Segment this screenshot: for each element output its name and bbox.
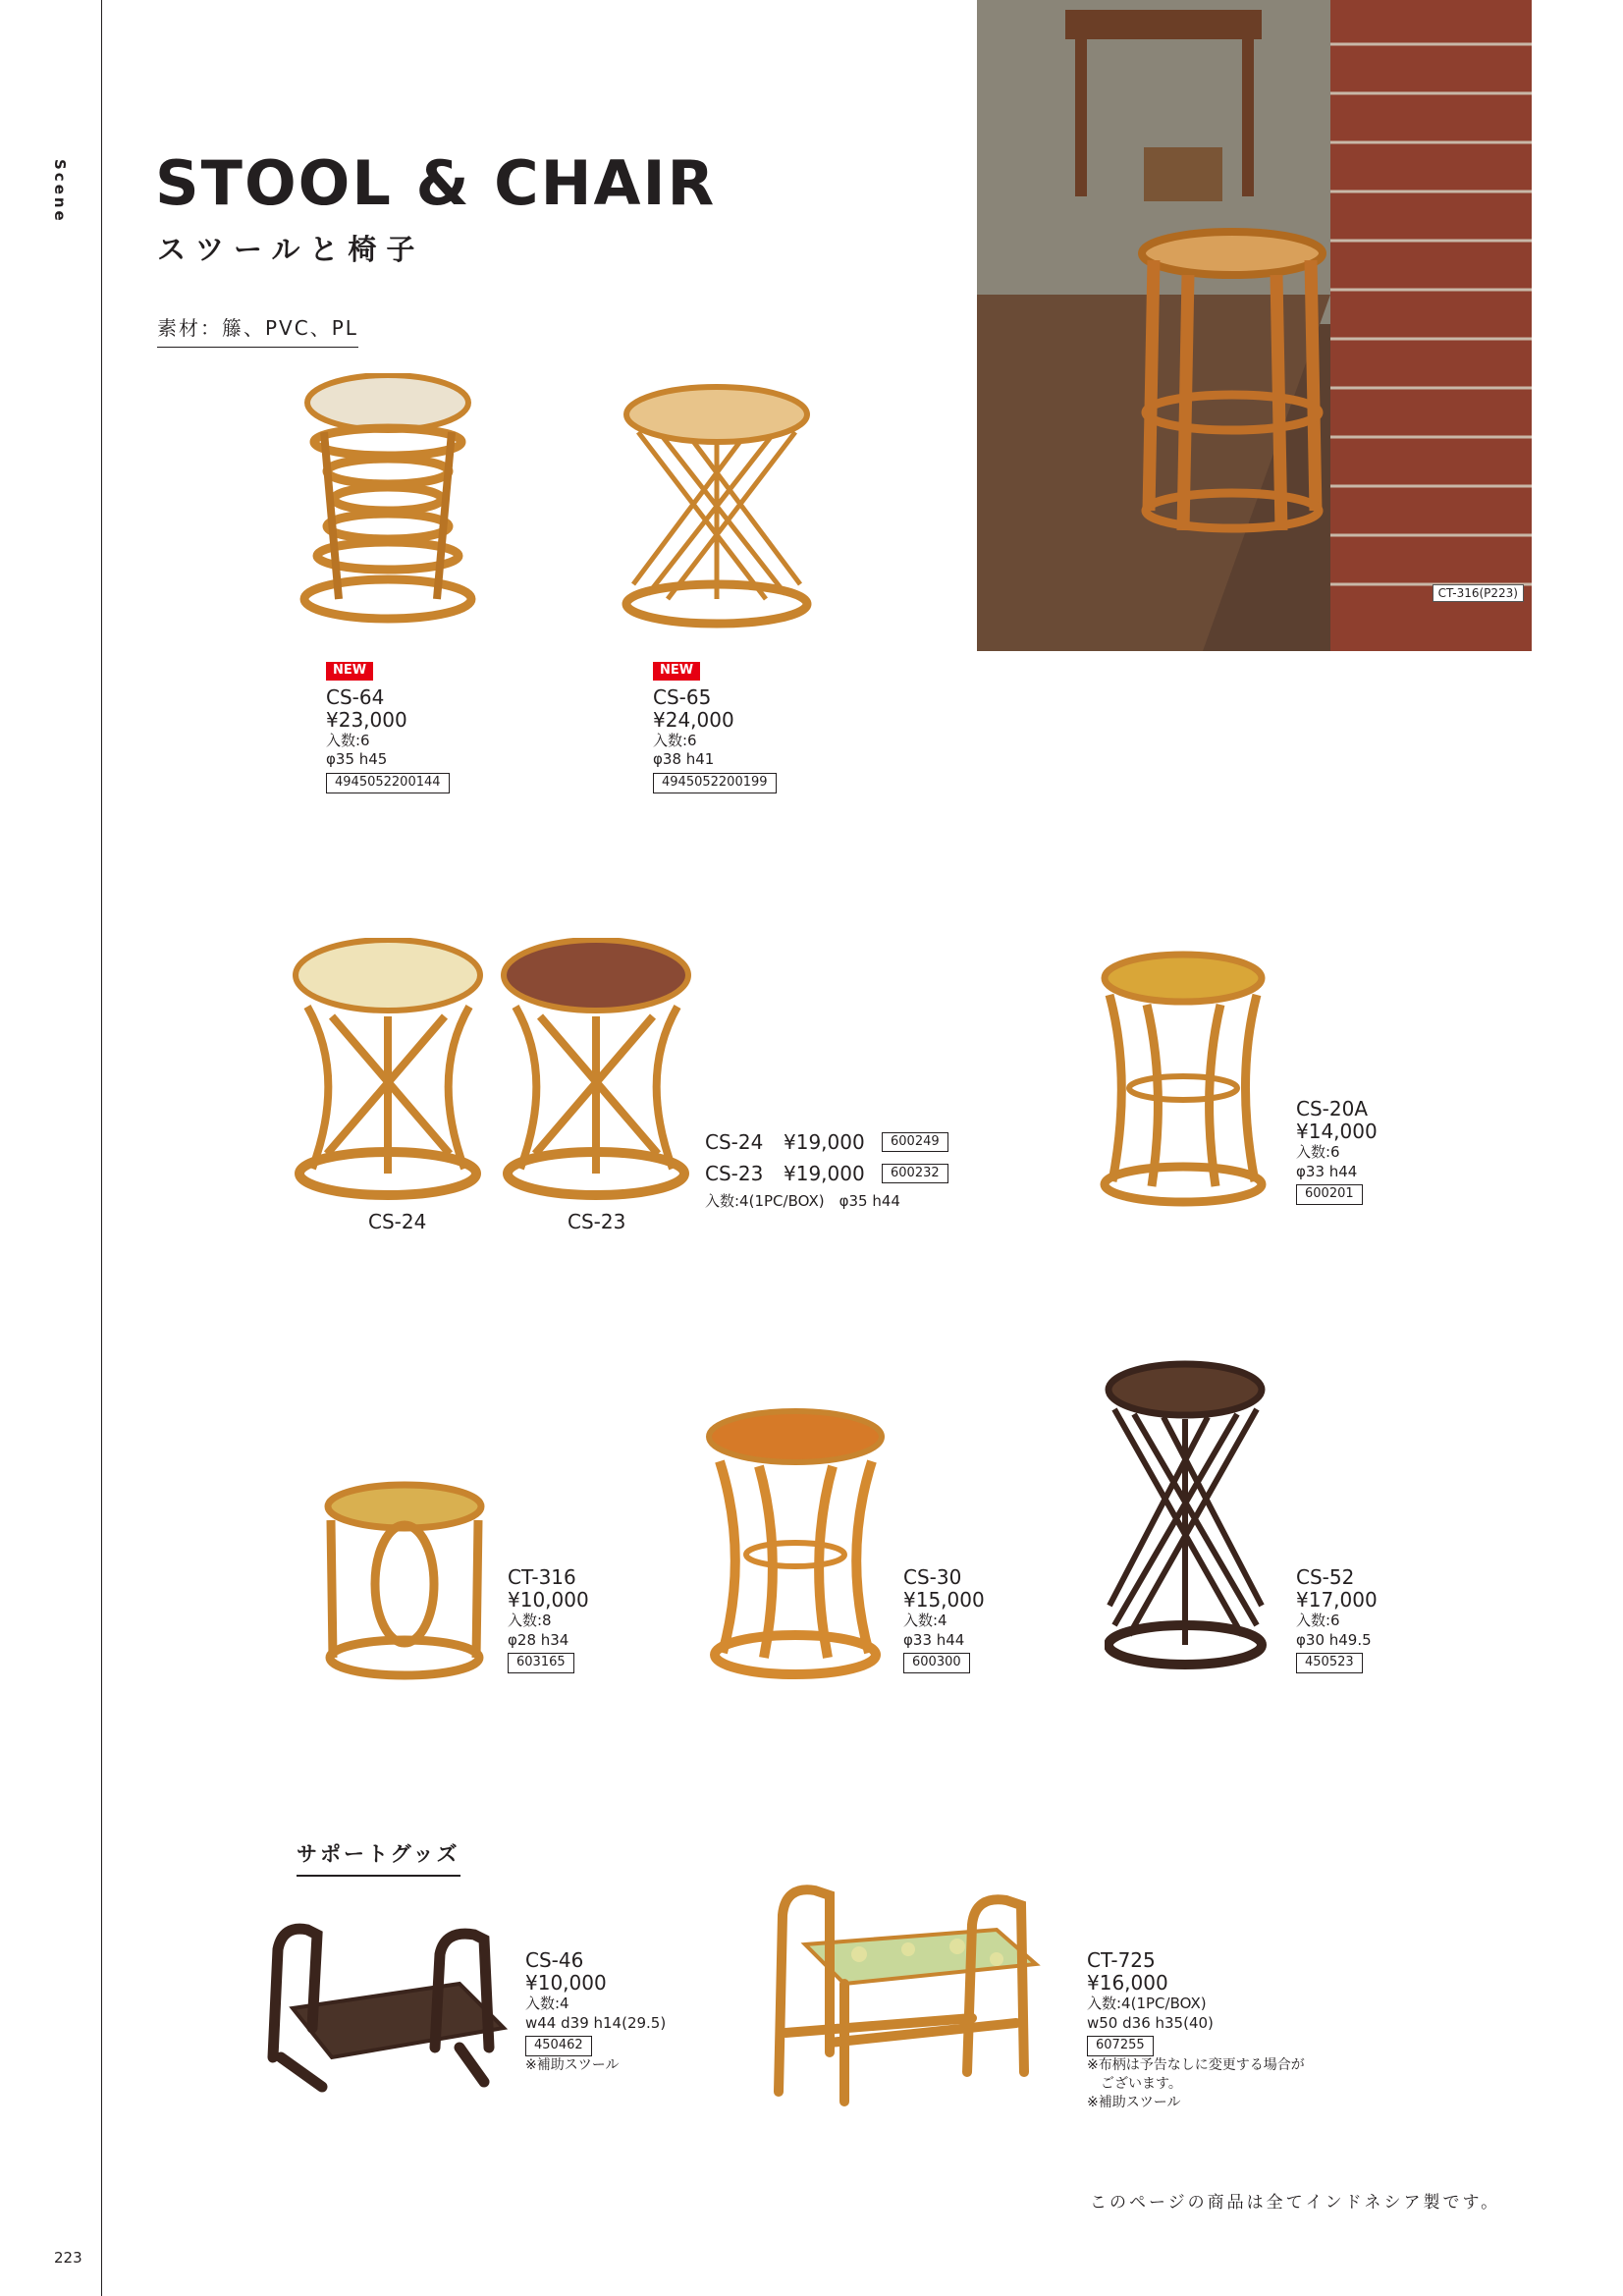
- product-qty: 入数:6: [326, 731, 370, 749]
- product-note-2: ※補助スツール: [1087, 2094, 1181, 2110]
- cs52-image: [1105, 1360, 1267, 1676]
- product-size: φ33 h44: [903, 1630, 965, 1649]
- cs24-caption: CS-24: [368, 1210, 427, 1233]
- product-qty: 入数:8: [508, 1612, 552, 1629]
- jan-code: 607255: [1087, 2036, 1154, 2056]
- product-qty: 入数:6: [1296, 1143, 1340, 1161]
- product-code: CS-23: [705, 1162, 764, 1185]
- cs30-image: [705, 1407, 887, 1684]
- cs46-info: [525, 1949, 666, 2075]
- hero-photo-illustration: [977, 0, 1532, 651]
- hero-photo-caption: CT-316(P223): [1433, 584, 1524, 602]
- jan-code: 600300: [903, 1653, 970, 1673]
- product-size: φ28 h34: [508, 1630, 569, 1649]
- product-price: ¥14,000: [1296, 1120, 1378, 1143]
- cs52-info: [1296, 1566, 1378, 1673]
- jan-code: 600249: [882, 1132, 948, 1152]
- cs23-row: [705, 1158, 948, 1189]
- product-price: ¥16,000: [1087, 1971, 1168, 1995]
- product-size: w50 d36 h35(40): [1087, 2013, 1214, 2032]
- cs46-image: [263, 1910, 514, 2111]
- product-code: CT-725: [1087, 1948, 1156, 1972]
- page-subtitle: スツールと椅子: [157, 233, 425, 266]
- side-label: Scene: [51, 159, 69, 224]
- product-note-cont: ございます。: [1101, 2075, 1182, 2092]
- product-note: ※補助スツール: [525, 2056, 620, 2073]
- ct316-image: [319, 1481, 491, 1682]
- product-code: CT-316: [508, 1565, 576, 1589]
- page-margin-rule: [101, 0, 102, 2296]
- cs64-image: [295, 373, 481, 633]
- product-price: ¥19,000: [784, 1130, 865, 1154]
- product-price: ¥19,000: [784, 1162, 865, 1185]
- product-code: CS-30: [903, 1565, 962, 1589]
- new-badge: NEW: [326, 662, 373, 681]
- product-code: CS-46: [525, 1948, 584, 1972]
- cs23-caption: CS-23: [568, 1210, 626, 1233]
- support-goods-heading: サポートグッズ: [297, 1838, 460, 1877]
- product-price: ¥15,000: [903, 1588, 985, 1612]
- jan-code: 600201: [1296, 1184, 1363, 1205]
- product-price: ¥24,000: [653, 707, 734, 732]
- product-price: ¥10,000: [508, 1588, 589, 1612]
- ct725-image: [771, 1876, 1051, 2121]
- new-badge: NEW: [653, 662, 700, 681]
- page-number: 223: [54, 2249, 82, 2267]
- cs24-row: [705, 1126, 948, 1158]
- product-note: ※布柄は予告なしに変更する場合が: [1087, 2056, 1305, 2073]
- product-size: w44 d39 h14(29.5): [525, 2013, 667, 2032]
- product-code: CS-52: [1296, 1565, 1355, 1589]
- cs64-info: [326, 660, 450, 793]
- jan-code: 600232: [882, 1164, 948, 1183]
- jan-code: 450462: [525, 2036, 592, 2056]
- ct316-info: [508, 1566, 589, 1673]
- product-qty: 入数:6: [1296, 1612, 1340, 1629]
- product-size: φ33 h44: [1296, 1162, 1358, 1180]
- cs20a-image: [1098, 951, 1270, 1211]
- product-code: CS-65: [653, 684, 712, 709]
- material-label: 素材：籐、PVC、PL: [157, 312, 358, 348]
- product-price: ¥17,000: [1296, 1588, 1378, 1612]
- product-code: CS-24: [705, 1130, 764, 1154]
- jan-code: 603165: [508, 1653, 574, 1673]
- page-title: STOOL & CHAIR: [155, 147, 717, 219]
- product-code: CS-64: [326, 684, 385, 709]
- product-price: ¥10,000: [525, 1971, 607, 1995]
- cs24-cs23-info: [705, 1126, 948, 1213]
- jan-code: 4945052200199: [653, 773, 777, 793]
- cs30-info: [903, 1566, 985, 1673]
- jan-code: 4945052200144: [326, 773, 450, 793]
- cs24-image: [293, 938, 484, 1203]
- product-price: ¥23,000: [326, 707, 407, 732]
- product-qty: 入数:4(1PC/BOX): [1087, 1995, 1207, 2012]
- product-size: φ30 h49.5: [1296, 1630, 1372, 1649]
- ct725-info: [1087, 1949, 1305, 2112]
- cs20a-info: [1296, 1098, 1378, 1205]
- cs65-image: [619, 383, 815, 629]
- jan-code: 450523: [1296, 1653, 1363, 1673]
- cs65-info: [653, 660, 777, 793]
- product-size: φ38 h41: [653, 750, 715, 769]
- origin-footer-note: このページの商品は全てインドネシア製です。: [1090, 2193, 1501, 2213]
- cs23-image: [501, 938, 692, 1203]
- product-note: 入数:4(1PC/BOX) φ35 h44: [705, 1192, 900, 1210]
- product-qty: 入数:4: [525, 1995, 569, 2012]
- product-size: φ35 h45: [326, 750, 388, 769]
- product-qty: 入数:4: [903, 1612, 947, 1629]
- product-qty: 入数:6: [653, 731, 697, 749]
- product-code: CS-20A: [1296, 1097, 1369, 1121]
- hero-photo: [977, 0, 1532, 651]
